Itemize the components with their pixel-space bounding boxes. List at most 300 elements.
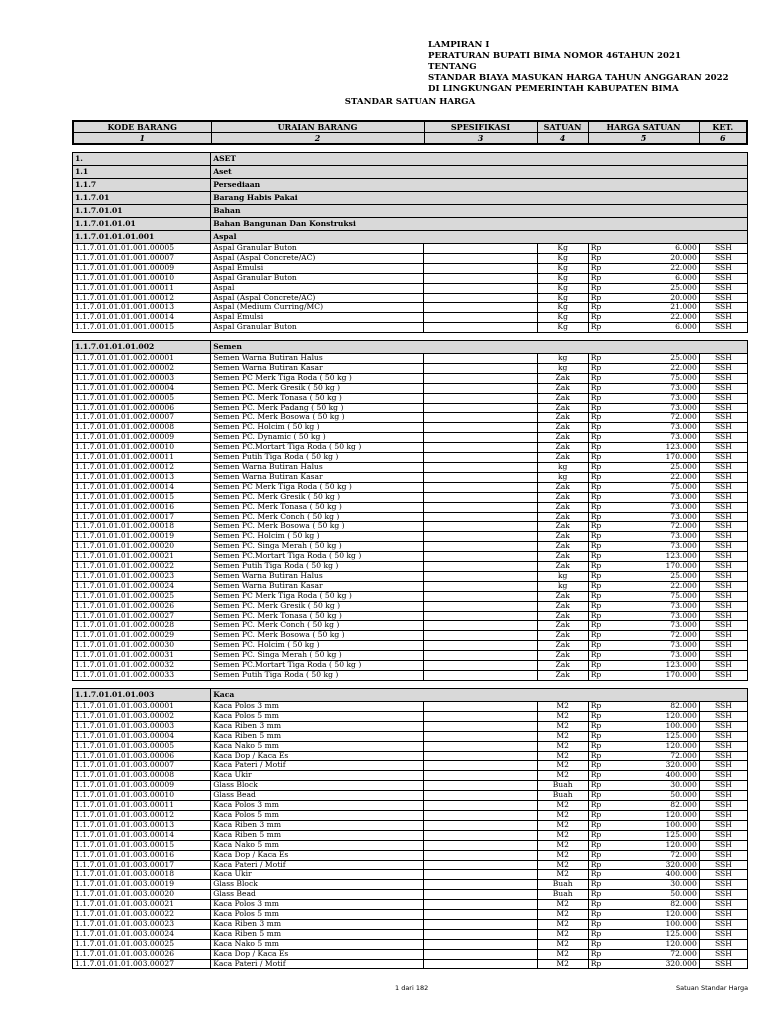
- item-code: 1.1.7.01.01.01.002.00023: [73, 571, 211, 581]
- item-price: 100.000: [610, 820, 699, 830]
- item-price: 21.000: [610, 303, 699, 313]
- item-currency: Rp: [588, 801, 610, 811]
- item-name: Aspal Granular Buton: [211, 273, 424, 283]
- item-unit: Kg: [537, 263, 588, 273]
- item-unit: Kg: [537, 244, 588, 254]
- item-note: SSH: [699, 492, 747, 502]
- item-note: SSH: [699, 443, 747, 453]
- item-note: SSH: [699, 781, 747, 791]
- item-price: 20.000: [610, 293, 699, 303]
- group-name: Persediaan: [211, 179, 424, 192]
- item-price: 72.000: [610, 850, 699, 860]
- item-unit: M2: [537, 771, 588, 781]
- item-note: SSH: [699, 283, 747, 293]
- lampiran-line: LAMPIRAN I: [428, 40, 490, 50]
- item-price: 22.000: [610, 363, 699, 373]
- item-name: Semen Putih Tiga Roda ( 50 kg ): [211, 562, 424, 572]
- item-currency: Rp: [588, 631, 610, 641]
- table-row: [73, 919, 748, 929]
- item-unit: M2: [537, 910, 588, 920]
- item-unit: M2: [537, 959, 588, 969]
- item-currency: Rp: [588, 671, 610, 681]
- item-price: 25.000: [610, 354, 699, 364]
- item-currency: Rp: [588, 761, 610, 771]
- group-code: 1.1.7.01.01.01: [73, 218, 211, 231]
- item-currency: Rp: [588, 661, 610, 671]
- table-row: [73, 453, 748, 463]
- item-currency: Rp: [588, 433, 610, 443]
- item-spec: [424, 472, 537, 482]
- item-code: 1.1.7.01.01.01.002.00015: [73, 492, 211, 502]
- item-name: Semen PC. Merk Gresik ( 50 kg ): [211, 492, 424, 502]
- item-name: Semen PC. Holcim ( 50 kg ): [211, 641, 424, 651]
- item-spec: [424, 810, 537, 820]
- item-currency: Rp: [588, 472, 610, 482]
- item-price: 125.000: [610, 929, 699, 939]
- item-unit: Zak: [537, 532, 588, 542]
- table-row: [73, 721, 748, 731]
- item-note: SSH: [699, 661, 747, 671]
- item-price: 82.000: [610, 900, 699, 910]
- item-code: 1.1.7.01.01.01.003.00026: [73, 949, 211, 959]
- item-note: SSH: [699, 562, 747, 572]
- item-note: SSH: [699, 910, 747, 920]
- table-row: [73, 631, 748, 641]
- item-price: 22.000: [610, 313, 699, 323]
- item-currency: Rp: [588, 840, 610, 850]
- item-unit: Kg: [537, 253, 588, 263]
- table-row: [73, 253, 748, 263]
- item-currency: Rp: [588, 393, 610, 403]
- item-currency: Rp: [588, 601, 610, 611]
- item-spec: [424, 929, 537, 939]
- table-row: [73, 939, 748, 949]
- table-row: [73, 781, 748, 791]
- item-note: SSH: [699, 363, 747, 373]
- item-name: Kaca Pateri / Motif: [211, 860, 424, 870]
- table-row: [73, 880, 748, 890]
- item-currency: Rp: [588, 611, 610, 621]
- item-note: SSH: [699, 721, 747, 731]
- item-currency: Rp: [588, 542, 610, 552]
- item-name: Aspal: [211, 283, 424, 293]
- group-row: [73, 166, 748, 179]
- item-price: 30.000: [610, 880, 699, 890]
- item-spec: [424, 601, 537, 611]
- item-code: 1.1.7.01.01.01.002.00026: [73, 601, 211, 611]
- table-row: [73, 591, 748, 601]
- group-code: 1.: [73, 153, 211, 166]
- item-note: SSH: [699, 929, 747, 939]
- table-row: [73, 293, 748, 303]
- item-note: SSH: [699, 482, 747, 492]
- item-name: Semen PC. Merk Tonasa ( 50 kg ): [211, 611, 424, 621]
- item-note: SSH: [699, 860, 747, 870]
- item-unit: Kg: [537, 293, 588, 303]
- lampiran-line: STANDAR BIAYA MASUKAN HARGA TAHUN ANGGARAN 2022: [428, 73, 729, 83]
- item-currency: Rp: [588, 651, 610, 661]
- item-currency: Rp: [588, 830, 610, 840]
- item-unit: M2: [537, 949, 588, 959]
- table-row: [73, 462, 748, 472]
- item-name: Aspal Emulsi: [211, 263, 424, 273]
- column-label-row: [73, 121, 747, 133]
- table-row: [73, 840, 748, 850]
- item-spec: [424, 363, 537, 373]
- item-currency: Rp: [588, 890, 610, 900]
- item-name: Kaca Riben 5 mm: [211, 731, 424, 741]
- item-currency: Rp: [588, 751, 610, 761]
- item-spec: [424, 801, 537, 811]
- item-spec: [424, 919, 537, 929]
- item-code: 1.1.7.01.01.01.003.00002: [73, 711, 211, 721]
- table-row: [73, 393, 748, 403]
- item-price: 73.000: [610, 502, 699, 512]
- item-unit: Buah: [537, 880, 588, 890]
- item-price: 72.000: [610, 949, 699, 959]
- table-row: [73, 383, 748, 393]
- item-price: 73.000: [610, 423, 699, 433]
- item-code: 1.1.7.01.01.01.003.00011: [73, 801, 211, 811]
- item-code: 1.1.7.01.01.01.001.00014: [73, 313, 211, 323]
- lampiran-line: TENTANG: [428, 62, 477, 72]
- item-code: 1.1.7.01.01.01.001.00015: [73, 323, 211, 333]
- item-unit: kg: [537, 363, 588, 373]
- item-spec: [424, 959, 537, 969]
- item-currency: Rp: [588, 621, 610, 631]
- item-note: SSH: [699, 850, 747, 860]
- table-row: [73, 244, 748, 254]
- table-row: [73, 423, 748, 433]
- group-filler: [424, 231, 748, 244]
- item-name: Kaca Polos 5 mm: [211, 711, 424, 721]
- item-name: Aspal Granular Buton: [211, 323, 424, 333]
- item-unit: Zak: [537, 482, 588, 492]
- item-spec: [424, 562, 537, 572]
- item-code: 1.1.7.01.01.01.003.00019: [73, 880, 211, 890]
- item-price: 400.000: [610, 870, 699, 880]
- table-row: [73, 830, 748, 840]
- item-unit: M2: [537, 850, 588, 860]
- item-currency: Rp: [588, 482, 610, 492]
- item-unit: Kg: [537, 323, 588, 333]
- item-code: 1.1.7.01.01.01.002.00018: [73, 522, 211, 532]
- item-unit: M2: [537, 929, 588, 939]
- group-filler: [424, 218, 748, 231]
- item-unit: M2: [537, 820, 588, 830]
- item-code: 1.1.7.01.01.01.002.00010: [73, 443, 211, 453]
- item-spec: [424, 731, 537, 741]
- item-unit: M2: [537, 870, 588, 880]
- item-name: Aspal Granular Buton: [211, 244, 424, 254]
- table-row: [73, 482, 748, 492]
- item-unit: M2: [537, 939, 588, 949]
- item-note: SSH: [699, 323, 747, 333]
- item-spec: [424, 621, 537, 631]
- item-note: SSH: [699, 273, 747, 283]
- item-note: SSH: [699, 502, 747, 512]
- item-unit: M2: [537, 731, 588, 741]
- item-spec: [424, 532, 537, 542]
- item-spec: [424, 591, 537, 601]
- item-unit: Zak: [537, 611, 588, 621]
- item-code: 1.1.7.01.01.01.002.00005: [73, 393, 211, 403]
- item-price: 73.000: [610, 601, 699, 611]
- item-name: Semen PC.Mortart Tiga Roda ( 50 kg ): [211, 443, 424, 453]
- item-code: 1.1.7.01.01.01.003.00017: [73, 860, 211, 870]
- item-name: Semen PC. Merk Tonasa ( 50 kg ): [211, 502, 424, 512]
- item-spec: [424, 771, 537, 781]
- item-code: 1.1.7.01.01.01.003.00001: [73, 702, 211, 712]
- item-unit: Zak: [537, 621, 588, 631]
- item-note: SSH: [699, 423, 747, 433]
- item-unit: M2: [537, 751, 588, 761]
- item-unit: M2: [537, 721, 588, 731]
- group-name: ASET: [211, 153, 424, 166]
- item-code: 1.1.7.01.01.01.001.00009: [73, 263, 211, 273]
- item-price: 82.000: [610, 702, 699, 712]
- item-spec: [424, 403, 537, 413]
- item-note: SSH: [699, 900, 747, 910]
- item-spec: [424, 263, 537, 273]
- item-code: 1.1.7.01.01.01.002.00024: [73, 581, 211, 591]
- item-currency: Rp: [588, 492, 610, 502]
- item-note: SSH: [699, 393, 747, 403]
- item-note: SSH: [699, 801, 747, 811]
- item-price: 25.000: [610, 571, 699, 581]
- item-name: Aspal Emulsi: [211, 313, 424, 323]
- item-name: Kaca Polos 5 mm: [211, 810, 424, 820]
- item-price: 50.000: [610, 890, 699, 900]
- item-currency: Rp: [588, 383, 610, 393]
- item-price: 6.000: [610, 244, 699, 254]
- item-unit: Zak: [537, 443, 588, 453]
- item-price: 123.000: [610, 443, 699, 453]
- table-row: [73, 373, 748, 383]
- item-note: SSH: [699, 591, 747, 601]
- table-row: [73, 562, 748, 572]
- group-code: 1.1.7.01.01.01.002: [73, 341, 211, 354]
- item-unit: Zak: [537, 433, 588, 443]
- item-code: 1.1.7.01.01.01.002.00003: [73, 373, 211, 383]
- group-code: 1.1.7.01: [73, 192, 211, 205]
- item-note: SSH: [699, 761, 747, 771]
- table-row: [73, 791, 748, 801]
- item-code: 1.1.7.01.01.01.003.00022: [73, 910, 211, 920]
- item-code: 1.1.7.01.01.01.003.00014: [73, 830, 211, 840]
- item-currency: Rp: [588, 313, 610, 323]
- item-note: SSH: [699, 601, 747, 611]
- item-code: 1.1.7.01.01.01.002.00012: [73, 462, 211, 472]
- item-name: Glass Bead: [211, 890, 424, 900]
- item-note: SSH: [699, 253, 747, 263]
- item-spec: [424, 273, 537, 283]
- item-name: Semen Warna Butiran Kasar: [211, 581, 424, 591]
- item-code: 1.1.7.01.01.01.002.00028: [73, 621, 211, 631]
- table-row: [73, 542, 748, 552]
- item-name: Glass Block: [211, 880, 424, 890]
- item-note: SSH: [699, 830, 747, 840]
- item-name: Semen PC. Merk Bosowa ( 50 kg ): [211, 413, 424, 423]
- column-number: 6: [699, 133, 747, 145]
- item-note: SSH: [699, 244, 747, 254]
- item-currency: Rp: [588, 273, 610, 283]
- table-row: [73, 711, 748, 721]
- table-row: [73, 661, 748, 671]
- item-unit: Buah: [537, 781, 588, 791]
- item-unit: Zak: [537, 631, 588, 641]
- group-code: 1.1.7.01.01.01.001: [73, 231, 211, 244]
- item-price: 73.000: [610, 651, 699, 661]
- item-code: 1.1.7.01.01.01.003.00005: [73, 741, 211, 751]
- item-note: SSH: [699, 373, 747, 383]
- item-name: Aspal (Aspal Concrete/AC): [211, 253, 424, 263]
- table-row: [73, 323, 748, 333]
- item-note: SSH: [699, 890, 747, 900]
- item-currency: Rp: [588, 850, 610, 860]
- item-code: 1.1.7.01.01.01.002.00020: [73, 542, 211, 552]
- item-unit: M2: [537, 919, 588, 929]
- table-row: [73, 413, 748, 423]
- item-note: SSH: [699, 433, 747, 443]
- lampiran-header: [428, 40, 758, 95]
- table-row: [73, 929, 748, 939]
- item-unit: Zak: [537, 413, 588, 423]
- group-filler: [424, 192, 748, 205]
- column-label: SPESIFIKASI: [424, 121, 537, 133]
- item-note: SSH: [699, 631, 747, 641]
- item-code: 1.1.7.01.01.01.002.00025: [73, 591, 211, 601]
- item-spec: [424, 939, 537, 949]
- group-row: [73, 218, 748, 231]
- item-note: SSH: [699, 462, 747, 472]
- item-price: 120.000: [610, 939, 699, 949]
- item-name: Kaca Nako 5 mm: [211, 840, 424, 850]
- table-row: [73, 303, 748, 313]
- item-price: 6.000: [610, 273, 699, 283]
- item-name: Semen PC. Holcim ( 50 kg ): [211, 423, 424, 433]
- table-row: [73, 820, 748, 830]
- item-unit: Kg: [537, 303, 588, 313]
- group-row: [73, 689, 748, 702]
- item-note: SSH: [699, 403, 747, 413]
- item-spec: [424, 571, 537, 581]
- item-spec: [424, 303, 537, 313]
- item-currency: Rp: [588, 820, 610, 830]
- item-spec: [424, 860, 537, 870]
- group-filler: [424, 205, 748, 218]
- table-row: [73, 512, 748, 522]
- column-number: 5: [588, 133, 699, 145]
- item-code: 1.1.7.01.01.01.003.00009: [73, 781, 211, 791]
- item-code: 1.1.7.01.01.01.002.00007: [73, 413, 211, 423]
- table-row: [73, 581, 748, 591]
- item-currency: Rp: [588, 959, 610, 969]
- table-row: [73, 313, 748, 323]
- item-unit: Zak: [537, 403, 588, 413]
- item-code: 1.1.7.01.01.01.003.00012: [73, 810, 211, 820]
- item-price: 72.000: [610, 751, 699, 761]
- item-code: 1.1.7.01.01.01.002.00031: [73, 651, 211, 661]
- item-currency: Rp: [588, 244, 610, 254]
- item-currency: Rp: [588, 354, 610, 364]
- item-note: SSH: [699, 552, 747, 562]
- item-price: 25.000: [610, 462, 699, 472]
- item-note: SSH: [699, 919, 747, 929]
- item-price: 120.000: [610, 711, 699, 721]
- item-name: Kaca Ukir: [211, 771, 424, 781]
- item-name: Aspal (Aspal Concrete/AC): [211, 293, 424, 303]
- item-currency: Rp: [588, 423, 610, 433]
- item-currency: Rp: [588, 721, 610, 731]
- item-currency: Rp: [588, 791, 610, 801]
- table-row: [73, 959, 748, 969]
- item-code: 1.1.7.01.01.01.002.00013: [73, 472, 211, 482]
- item-note: SSH: [699, 532, 747, 542]
- item-unit: kg: [537, 571, 588, 581]
- item-spec: [424, 293, 537, 303]
- item-name: Glass Block: [211, 781, 424, 791]
- item-currency: Rp: [588, 702, 610, 712]
- item-price: 120.000: [610, 810, 699, 820]
- item-code: 1.1.7.01.01.01.001.00011: [73, 283, 211, 293]
- group-row: [73, 341, 748, 354]
- item-code: 1.1.7.01.01.01.003.00016: [73, 850, 211, 860]
- item-name: Kaca Dop / Kaca Es: [211, 949, 424, 959]
- item-currency: Rp: [588, 363, 610, 373]
- item-unit: Kg: [537, 273, 588, 283]
- item-code: 1.1.7.01.01.01.002.00001: [73, 354, 211, 364]
- item-code: 1.1.7.01.01.01.001.00010: [73, 273, 211, 283]
- item-price: 75.000: [610, 373, 699, 383]
- column-number: 3: [424, 133, 537, 145]
- item-spec: [424, 820, 537, 830]
- item-currency: Rp: [588, 771, 610, 781]
- item-price: 123.000: [610, 552, 699, 562]
- item-note: SSH: [699, 453, 747, 463]
- item-unit: Zak: [537, 601, 588, 611]
- item-unit: Zak: [537, 373, 588, 383]
- item-code: 1.1.7.01.01.01.003.00008: [73, 771, 211, 781]
- group-name: Bahan: [211, 205, 424, 218]
- item-name: Kaca Pateri / Motif: [211, 959, 424, 969]
- item-price: 75.000: [610, 482, 699, 492]
- item-code: 1.1.7.01.01.01.003.00027: [73, 959, 211, 969]
- item-name: Kaca Nako 5 mm: [211, 741, 424, 751]
- table-row: [73, 263, 748, 273]
- item-unit: Zak: [537, 502, 588, 512]
- item-price: 72.000: [610, 413, 699, 423]
- item-currency: Rp: [588, 641, 610, 651]
- item-unit: M2: [537, 741, 588, 751]
- item-name: Kaca Riben 3 mm: [211, 820, 424, 830]
- item-unit: Zak: [537, 552, 588, 562]
- item-note: SSH: [699, 771, 747, 781]
- item-currency: Rp: [588, 303, 610, 313]
- item-name: Kaca Polos 3 mm: [211, 801, 424, 811]
- item-currency: Rp: [588, 870, 610, 880]
- item-spec: [424, 283, 537, 293]
- item-unit: Zak: [537, 512, 588, 522]
- item-note: SSH: [699, 571, 747, 581]
- section-table: [72, 688, 748, 969]
- item-spec: [424, 880, 537, 890]
- item-name: Semen PC. Singa Merah ( 50 kg ): [211, 542, 424, 552]
- item-unit: Kg: [537, 283, 588, 293]
- column-label: SATUAN: [537, 121, 588, 133]
- group-row: [73, 179, 748, 192]
- item-currency: Rp: [588, 571, 610, 581]
